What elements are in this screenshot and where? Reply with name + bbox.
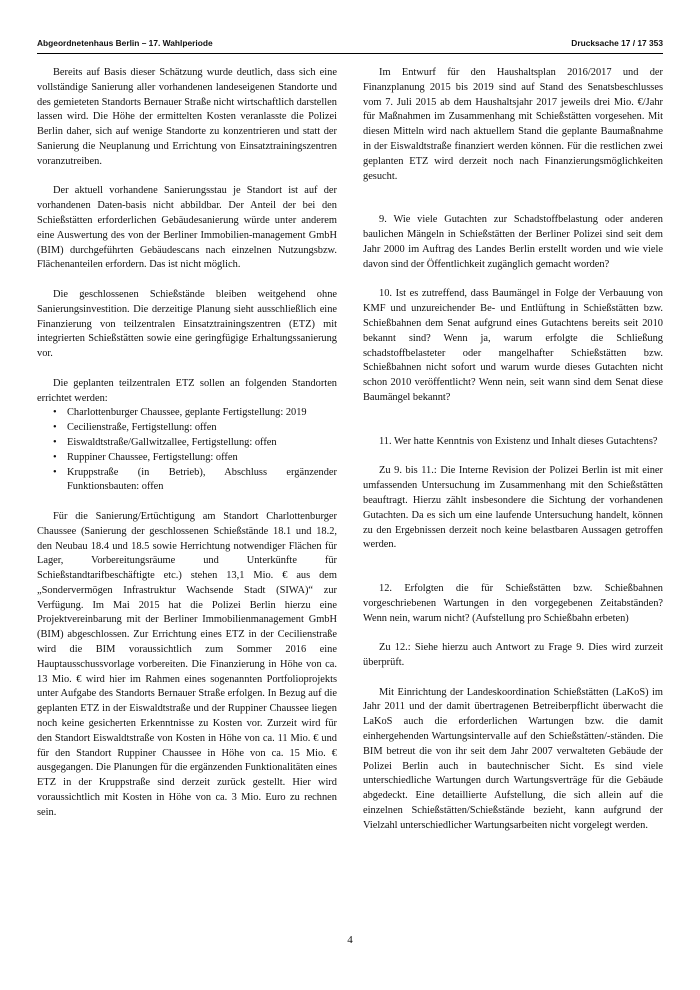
paragraph: Die geplanten teilzentralen ETZ sollen an folgenden Standorten errichtet werden: xyxy=(37,377,337,404)
right-column xyxy=(363,66,663,848)
document-number: Drucksache 17 / 17 353 xyxy=(571,38,663,48)
answer-12: Zu 12.: Siehe hierzu auch Antwort zu Frage 9. Dies wird zurzeit überprüft. xyxy=(363,642,663,669)
list-item: • Ruppiner Chaussee, Fertigstellung: offen xyxy=(37,451,337,466)
paragraph: Bereits auf Basis dieser Schätzung wurde deutlich, dass sich eine vollständige Sanierung aller vorhandenen landeseigenen Standorte und des gemieteten Standorts Bernauer Straße nicht wirtschaftlich darstellen lassen wird. Die Höhe der ermittelten Kosten veranlasste die Polizei Berlin daher, sich auf wenige Standorte zu konzentrieren und statt der Sanierung die Neuplanung und Errichtung von Einsatztrainingszentren voranzutreiben. xyxy=(37,67,337,167)
paragraph: Im Entwurf für den Haushaltsplan 2016/2017 und der Finanzplanung 2015 bis 2019 sind auf Stand des Senatsbeschlusses vom 7. Juli 2015 ab dem Haushaltsjahr 2017 jeweils drei Mio. €/Jahr für Maßnahmen im Zusammenhang mit Schießstätten vorgesehen. Mit diesen Mitteln wird nach aktuellem Stand die geplante Baumaßnahme in der Eiswaldtstraße finanziert werden können. Für die restlichen zwei geplanten ETZ wird derzeit noch nach Finanzierungsmöglichkeiten gesucht. xyxy=(363,67,663,182)
answer-9-11: Zu 9. bis 11.: Die Interne Revision der Polizei Berlin ist mit einer umfassenden Untersuchung im Zusammenhang mit den Schießstätten beauftragt. Hierzu zählt insbesondere die Sichtung der vorhandenen Gutachten. Da es sich um eine laufende Untersuchung handelt, können zu den Ergebnissen derzeit noch keine belastbaren Aussagen getroffen werden. xyxy=(363,465,663,551)
header-divider xyxy=(37,53,663,54)
left-column xyxy=(37,66,337,835)
location-list xyxy=(37,406,337,495)
paragraph: Für die Sanierung/Ertüchtigung am Standort Charlottenburger Chaussee (Sanierung der geschlossenen Schießstände 18.1 und 18.2, den Neubau 18.4 und 18.5 sowie Herrichtung notwendiger Flächen für Lager, Vorbereitungsräume und Unterkünfte für Schießstandtarifbeschäftigte etc.) stehen 13,1 Mio. € aus dem „Sondervermögen Infrastruktur Wachsende Stadt (SIWA)“ zur Verfügung. Im Mai 2015 hat die Polizei Berlin hierzu eine Projektvereinbarung mit der Berliner Immobilienmanagement GmbH (BIM) abgeschlossen. Zur Errichtung eines ETZ in der Cecilienstraße wird die BIM voraussichtlich zum Sommer 2016 eine Hauptausschussvorlage vorbereiten. Die Finanzierung in Höhe von ca. 13 Mio. € wird hier im Rahmen eines sogenannten Portfolioprojekts unter Aufgabe des Standorts Bernauer Straße erfolgen. In Bezug auf die geplanten ETZ in der Eiswaldtstraße und der Ruppiner Chaussee liegen noch keine gesicherten Erkenntnisse zu Kosten vor. Zurzeit wird für den Standort Eiswaldtstraße von Kosten in Höhe von ca. 11 Mio. € und für den Standort Ruppiner Chaussee in Höhe von ca. 15 Mio. € ausgegangen. Die Planungen für die ergänzenden Funktionalitäten eines ETZ in der Kruppstraße sind derzeit zurück gestellt. Hier wird voraussichtlich mit Kosten in Höhe von ca. 3 Mio. Euro zu rechnen sein. xyxy=(37,510,337,818)
list-item: • Eiswaldtstraße/Gallwitzallee, Fertigstellung: offen xyxy=(37,436,337,451)
question-10: 10. Ist es zutreffend, dass Baumängel in Folge der Verbauung von KMF und unzureichender Be- und Entlüftung in Schießstätten bzw. Schießbahnen dem Senat aufgrund eines Gutachtens bereits seit 2010 bekannt sind? Wenn ja, warum erfolgte die Schließung schadstoffbelasteter oder mangelhafter Schießstätten bzw. Schießbahnen nicht sofort und warum wurde dieses Gutachten nicht schon 2010 veröffentlicht? Wenn nein, seit wann sind dem Senat diese Baumängel bekannt? xyxy=(363,288,663,403)
question-11: 11. Wer hatte Kenntnis von Existenz und Inhalt dieses Gutachtens? xyxy=(379,435,658,447)
list-item: • Kruppstraße (in Betrieb), Abschluss ergänzender Funktionsbauten: offen xyxy=(37,466,337,496)
question-9: 9. Wie viele Gutachten zur Schadstoffbelastung oder anderen baulichen Mängeln in Schießstätten der Berliner Polizei sind seit dem Jahr 2000 im Auftrag des Landes Berlin erstellt worden und wie viele davon sind der Öffentlichkeit zugänglich gemacht worden? xyxy=(363,214,663,270)
question-12: 12. Erfolgten die für Schießstätten bzw. Schießbahnen vorgeschriebenen Wartungen in den vorgegebenen Zeitabständen? Wenn nein, warum nicht? (Aufstellung pro Schießbahn erbeten) xyxy=(363,583,663,624)
list-item: • Cecilienstraße, Fertigstellung: offen xyxy=(37,421,337,436)
list-item: • Charlottenburger Chaussee, geplante Fertigstellung: 2019 xyxy=(37,406,337,421)
paragraph: Die geschlossenen Schießstände bleiben weitgehend ohne Sanierungsinvestition. Die derzeitige Planung sieht ausschließlich eine Finanzierung von teilzentralen Einsatztrainingszentren (ETZ) mit integrierten Schießstätten sowie eine geringfügige Erhaltungssanierung vor. xyxy=(37,288,337,360)
header-title: Abgeordnetenhaus Berlin – 17. Wahlperiode xyxy=(37,38,213,48)
page-number: 4 xyxy=(347,934,353,946)
page-header xyxy=(37,38,663,48)
paragraph: Mit Einrichtung der Landeskoordination Schießstätten (LaKoS) im Jahr 2011 und der damit übertragenen Betreiberpflicht überwacht die LaKoS auch die erforderlichen Wartungen bzw. die damit einhergehenden Wartungsintervalle auf den Schießstätten/-ständen. Die BIM betreut die von ihr seit dem Jahr 2007 verwalteten Gebäude der Polizei Berlin auch in bautechnischer Sicht. Es sind viele unterschiedliche Wartungen durch Wartungsverträge für die Gebäude abgedeckt. Eine detaillierte Aufstellung, die sich allein auf die einzelnen Schießstätten/Schießstände bezieht, kann aufgrund der Vielzahl unterschiedlicher Wartungsarbeiten nicht vorgelegt werden. xyxy=(363,686,663,831)
paragraph: Der aktuell vorhandene Sanierungsstau je Standort ist auf der vorhandenen Daten-basis nicht abbildbar. Der Anteil der bei den Schießstätten erforderlichen Gebäudesanierung würde unter anderem eine Auswertung des von der Berliner Immobilien-management GmbH (BIM) durchgeführten Gebäudescans nach einzelnen Nutzungsbzw. Flächenanteilen erfordern. Das ist nicht möglich. xyxy=(37,185,337,271)
